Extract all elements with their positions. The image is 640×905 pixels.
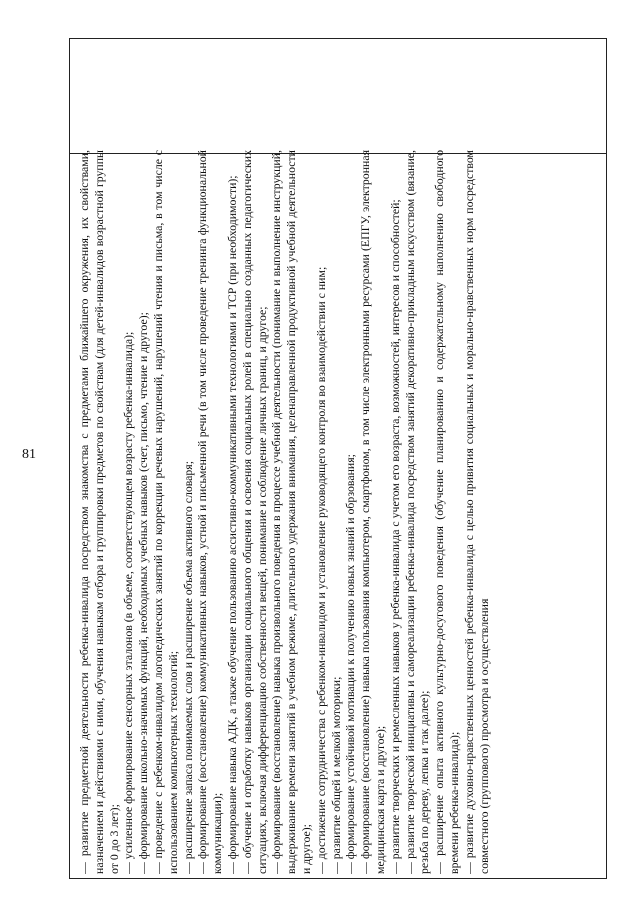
item-list (77, 150, 599, 874)
list-item: — формирование школьно-значимых функций, необходимых учебных навыков (счет, письмо, чтение и другое); (136, 312, 151, 874)
page-number: 81 (22, 447, 36, 462)
list-item: — формирование (восстановление) навыка произвольного поведения в процессе учебной деятельности (понимание и выполнение инструкций, выдерживание времени занятий в учебном режиме, длительного удержания внимания, целенаправленной продуктивной учебной деятельности и другое); (269, 150, 313, 874)
list-item: — формирование (восстановление) коммуникативных навыков, устной и письменной речи (в том числе проведение тренинга функциональной коммуникации); (195, 150, 225, 874)
list-item: — формирование навыка АДК, а также обучение пользованию ассистивно-коммуникативными технологиями и ТСР (при необходимости); (224, 175, 239, 874)
list-item: — расширение запаса понимаемых слов и расширение объема активного словаря; (180, 460, 195, 874)
list-item: — формирование (восстановление) навыка пользования компьютером, смартфоном, в том числе электронными ресурсами (ЕПГУ, электронная медицинская карта и другое); (358, 150, 387, 874)
list-item: — обучение и отработку навыков организации социального общения и освоения социальных ролей в специально созданных педагогических ситуациях, включая дифференциацию собственности вещей, понимание и соблюдение личных границ, и другое; (239, 150, 269, 874)
list-item: — развитие общей и мелкой моторики; (328, 676, 343, 874)
list-item: — развитие творческих и ремесленных навыков у ребенка-инвалида с учетом его возраста, возможностей, интересов и способностей; (387, 199, 402, 874)
list-item: — расширение опыта активного культурно-досугового поведения (обучение планированию и содержательному наполнению свободного времени ребенка-инвалида); (432, 150, 461, 874)
list-item: — проведение с ребенком-инвалидом логопедических занятий по коррекции речевых нарушений, нарушений чтения и письма, в том числе с использованием компьютерных технологий; (150, 150, 180, 874)
list-item: — развитие творческой инициативы и самореализации ребенка-инвалида посредством занятий декоративно-прикладным искусством (вязание, резьба по дереву, лепка и так далее); (402, 150, 432, 874)
list-item: — развитие духовно-нравственных ценностей ребенка-инвалида с целью привития социальных и морально-нравственных норм посредством совместного (группового) просмотра и осуществления (461, 150, 491, 874)
rotated-text-cell (75, 148, 601, 876)
list-item: — достижение сотрудничества с ребенком-инвалидом и установление руководящего контроля во взаимодействии с ним; (313, 266, 328, 874)
list-item: — формирование устойчивой мотивации к получению новых знаний и обрзования; (343, 454, 358, 874)
list-item: — усиленное формирование сенсорных эталонов (в объеме, соответствующем возрасту ребенка-инвалида); (121, 331, 136, 874)
list-item: — развитие предметной деятельности ребенка-инвалида посредством знакомства с предметами ближайшего окружения, их свойствами, назначением и действиями с ними, обучения навыкам отбора и группировки предметов по свойствам (для детей-инвалидов возрастной группы от 0 до 3 лет); (77, 150, 121, 874)
